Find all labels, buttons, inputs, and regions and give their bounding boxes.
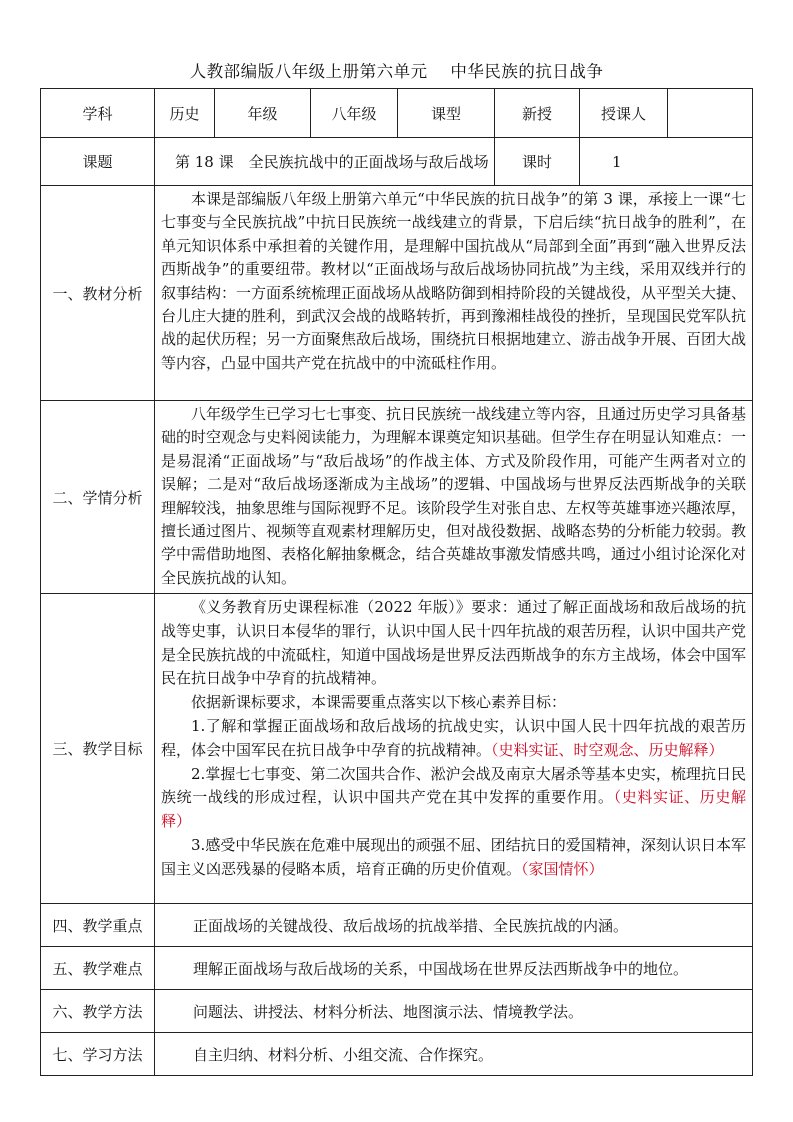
teacher-value bbox=[668, 89, 753, 138]
objectives-intro: 依据新课标要求，本课需要重点落实以下核心素养目标： bbox=[191, 693, 567, 712]
objectives-row bbox=[41, 594, 753, 904]
teacher-label: 授课人 bbox=[580, 89, 668, 138]
topic-label: 课题 bbox=[41, 138, 155, 186]
difficulties-row bbox=[41, 947, 753, 990]
textbook-analysis-text: 本课是部编版八年级上册第六单元“中华民族的抗日战争”的第 3 课，承接上一课“七七事变与全民族抗战”中抗日民族统一战线建立的背景，下启后续“抗日战争的胜利”，在单元知识体系中承担着的关键作用，是理解中国抗战从“局部到全面”再到“融入世界反法西斯战争”的重要纽带。教材以“正面战场与敌后战场协同抗战”为主线，采用双线并行的叙事结构：一方面系统梳理正面战场从战略防御到相持阶段的关键战役，从平型关大捷、台儿庄大捷的胜利，到武汉会战的战略转折，再到豫湘桂战役的挫折，呈现国民党军队抗战的起伏历程；另一方面聚焦敌后战场，围绕抗日根据地建立、游击战争开展、百团大战等内容，凸显中国共产党在抗战中的中流砥柱作用。 bbox=[161, 190, 747, 372]
type-label: 课型 bbox=[398, 89, 495, 138]
type-value: 新授 bbox=[495, 89, 580, 138]
lesson-row bbox=[41, 138, 753, 186]
objective-1 bbox=[161, 715, 746, 763]
subject-label: 学科 bbox=[41, 89, 155, 138]
objective-1-text: 1.了解和掌握正面战场和敌后战场的抗战史实，认识中国人民十四年抗战的艰苦历程，体会中国军民在抗日战争中孕育的抗战精神。 bbox=[161, 716, 746, 759]
key-points-label: 四、教学重点 bbox=[41, 904, 155, 947]
learner-analysis-row bbox=[41, 401, 753, 594]
header-row bbox=[41, 89, 753, 138]
curriculum-standard-text: 《义务教育历史课程标准（2022 年版）》要求：通过了解正面战场和敌后战场的抗战等史事，认识日本侵华的罪行，认识中国人民十四年抗战的艰苦历程，认识中国共产党是全民族抗战的中流砥柱，知道中国战场是世界反法西斯战争的东方主战场，体会中国军民在抗日战争中孕育的抗战精神。 bbox=[161, 598, 747, 688]
objective-3 bbox=[161, 834, 746, 882]
study-methods-row bbox=[41, 1033, 753, 1076]
objective-2-tag: （史料实证、历史解释） bbox=[161, 788, 746, 831]
objective-2-text: 2.掌握七七事变、第二次国共合作、淞沪会战及南京大屠杀等基本史实，梳理抗日民族统一战线的形成过程，认识中国共产党在其中发挥的重要作用。 bbox=[161, 764, 746, 807]
objectives-cell bbox=[155, 594, 753, 904]
learner-analysis-text: 八年级学生已学习七七事变、抗日民族统一战线建立等内容，且通过历史学习具备基础的时空观念与史料阅读能力，为理解本课奠定知识基础。但学生存在明显认知难点：一是易混淆“正面战场”与“敌后战场”的作战主体、方式及阶段作用，可能产生两者对立的误解；二是对“敌后战场逐渐成为主战场”的逻辑、中国战场与世界反法西斯战争的关联理解较浅，抽象思维与国际视野不足。该阶段学生对张自忠、左权等英雄事迹兴趣浓厚，擅长通过图片、视频等直观素材理解历史，但对战役数据、战略态势的分析能力较弱。教学中需借助地图、表格化解抽象概念，结合英雄故事激发情感共鸣，通过小组讨论深化对全民族抗战的认知。 bbox=[161, 405, 747, 587]
document-title: 人教部编版八年级上册第六单元 中华民族的抗日战争 bbox=[189, 62, 604, 81]
topic-value: 第 18 课 全民族抗战中的正面战场与敌后战场 bbox=[155, 138, 495, 186]
methods-text: 问题法、讲授法、材料分析法、地图演示法、情境教学法。 bbox=[155, 990, 753, 1033]
textbook-analysis-cell bbox=[155, 186, 753, 401]
objective-1-tag: （史料实证、时空观念、历史解释） bbox=[491, 740, 724, 759]
methods-label: 六、教学方法 bbox=[41, 990, 155, 1033]
lesson-plan-table bbox=[40, 88, 753, 1076]
methods-row bbox=[41, 990, 753, 1033]
textbook-analysis-label: 一、教材分析 bbox=[41, 186, 155, 401]
difficulties-label: 五、教学难点 bbox=[41, 947, 155, 990]
learner-analysis-label: 二、学情分析 bbox=[41, 401, 155, 594]
study-methods-text: 自主归纳、材料分析、小组交流、合作探究。 bbox=[155, 1033, 753, 1076]
objective-2 bbox=[161, 763, 746, 834]
textbook-analysis-row bbox=[41, 186, 753, 401]
objectives-label: 三、教学目标 bbox=[41, 594, 155, 904]
learner-analysis-cell bbox=[155, 401, 753, 594]
objective-3-text: 3.感受中华民族在危难中展现出的顽强不屈、团结抗日的爱国精神，深刻认识日本军国主义凶恶残暴的侵略本质，培育正确的历史价值观。 bbox=[161, 835, 746, 878]
key-points-row bbox=[41, 904, 753, 947]
grade-label: 年级 bbox=[215, 89, 311, 138]
hours-label: 课时 bbox=[495, 138, 580, 186]
grade-value: 八年级 bbox=[311, 89, 398, 138]
subject-value: 历史 bbox=[155, 89, 215, 138]
study-methods-label: 七、学习方法 bbox=[41, 1033, 155, 1076]
objective-3-tag: （家国情怀） bbox=[521, 859, 604, 878]
hours-value: 1 bbox=[580, 138, 753, 186]
difficulties-text: 理解正面战场与敌后战场的关系，中国战场在世界反法西斯战争中的地位。 bbox=[155, 947, 753, 990]
key-points-text: 正面战场的关键战役、敌后战场的抗战举措、全民族抗战的内涵。 bbox=[155, 904, 753, 947]
